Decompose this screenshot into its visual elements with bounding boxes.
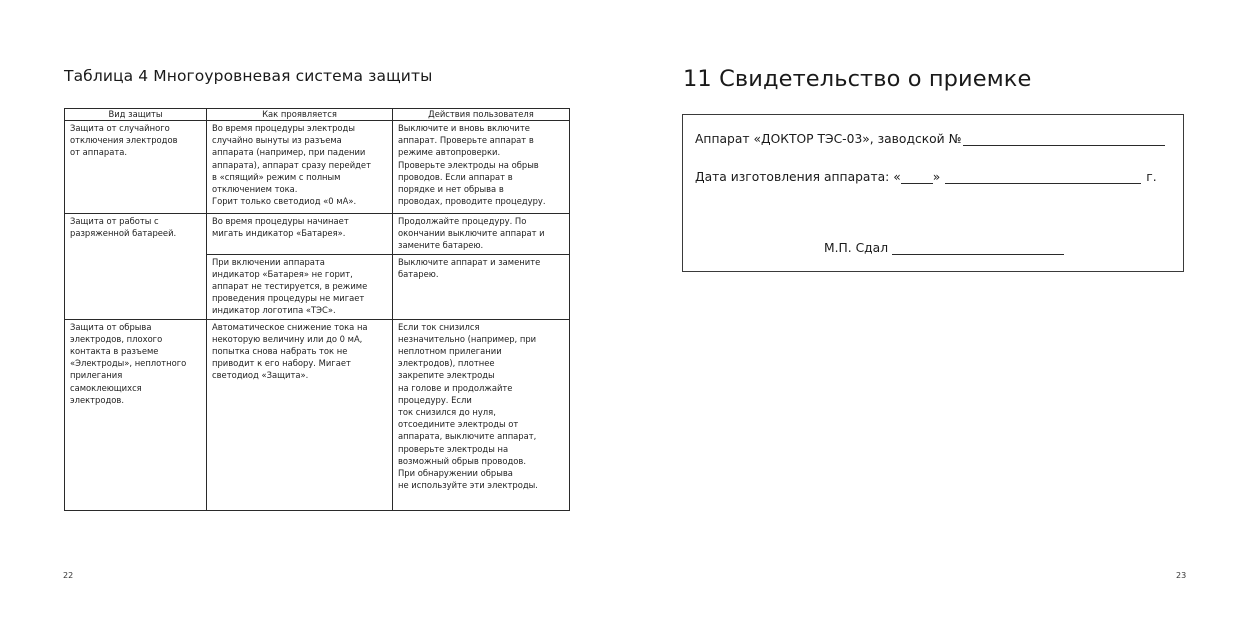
manufacture-month-year-field[interactable] [945, 171, 1141, 184]
year-suffix: г. [1146, 170, 1157, 184]
table-title: Таблица 4 Многоуровневая система защиты [64, 67, 433, 85]
cell-protection-type: Защита от работы с разряженной батареей. [65, 214, 207, 320]
manufacture-date-line [695, 170, 1157, 184]
page-number-left: 22 [63, 571, 74, 580]
table-row [65, 319, 570, 510]
protection-table [64, 108, 570, 511]
header-manifestation: Как проявляется [207, 109, 393, 121]
right-page [624, 0, 1248, 624]
manufacture-date-quote: » [932, 170, 941, 184]
serial-number-label: Аппарат «ДОКТОР ТЭС-03», заводской № [695, 132, 962, 146]
accepted-by-field[interactable] [892, 242, 1064, 255]
table-header-row [65, 109, 570, 121]
accepted-by-line [824, 241, 1066, 255]
cell-user-action: Продолжайте процедуру. По окончании выключите аппарат и замените батарею. [393, 214, 570, 255]
table-row [65, 121, 570, 214]
cell-manifestation: Во время процедуры начинает мигать индикатор «Батарея». [207, 214, 393, 255]
acceptance-certificate-box [682, 114, 1184, 272]
section-title: 11 Свидетельство о приемке [683, 66, 1032, 92]
cell-manifestation: Во время процедуры электроды случайно вынуты из разъема аппарата (например, при падении аппарата), аппарат сразу перейдет в «спящий» режим с полным отключением тока. Горит только светодиод «0 мА». [207, 121, 393, 214]
serial-number-field[interactable] [963, 133, 1165, 146]
cell-protection-type: Защита от случайного отключения электродов от аппарата. [65, 121, 207, 214]
cell-user-action: Если ток снизился незначительно (например, при неплотном прилегании электродов), плотнее закрепите электроды на голове и продолжайте процедуру. Если ток снизился до нуля, отсоедините электроды от аппарата, выключите аппарат, проверьте электроды на возможный обрыв проводов. При обнаружении обрыва не используйте эти электроды. [393, 319, 570, 510]
cell-user-action: Выключите аппарат и замените батарею. [393, 254, 570, 319]
header-protection-type: Вид защиты [65, 109, 207, 121]
page-number-right: 23 [1176, 571, 1187, 580]
manufacture-date-label: Дата изготовления аппарата: « [695, 170, 901, 184]
table-row [65, 214, 570, 255]
serial-number-line [695, 132, 1167, 146]
manufacture-day-field[interactable] [901, 171, 933, 184]
cell-protection-type: Защита от обрыва электродов, плохого контакта в разъеме «Электроды», неплотного прилегания самоклеющихся электродов. [65, 319, 207, 510]
cell-manifestation: Автоматическое снижение тока на некоторую величину или до 0 мА, попытка снова набрать ток не приводит к его набору. Мигает светодиод «Защита». [207, 319, 393, 510]
cell-manifestation: При включении аппарата индикатор «Батарея» не горит, аппарат не тестируется, в режиме проведения процедуры не мигает индикатор логотипа «ТЭС». [207, 254, 393, 319]
accepted-by-label: М.П. Сдал [824, 241, 889, 255]
header-user-action: Действия пользователя [393, 109, 570, 121]
cell-user-action: Выключите и вновь включите аппарат. Проверьте аппарат в режиме автопроверки. Проверьте электроды на обрыв проводов. Если аппарат в порядке и нет обрыва в проводах, проводите процедуру. [393, 121, 570, 214]
